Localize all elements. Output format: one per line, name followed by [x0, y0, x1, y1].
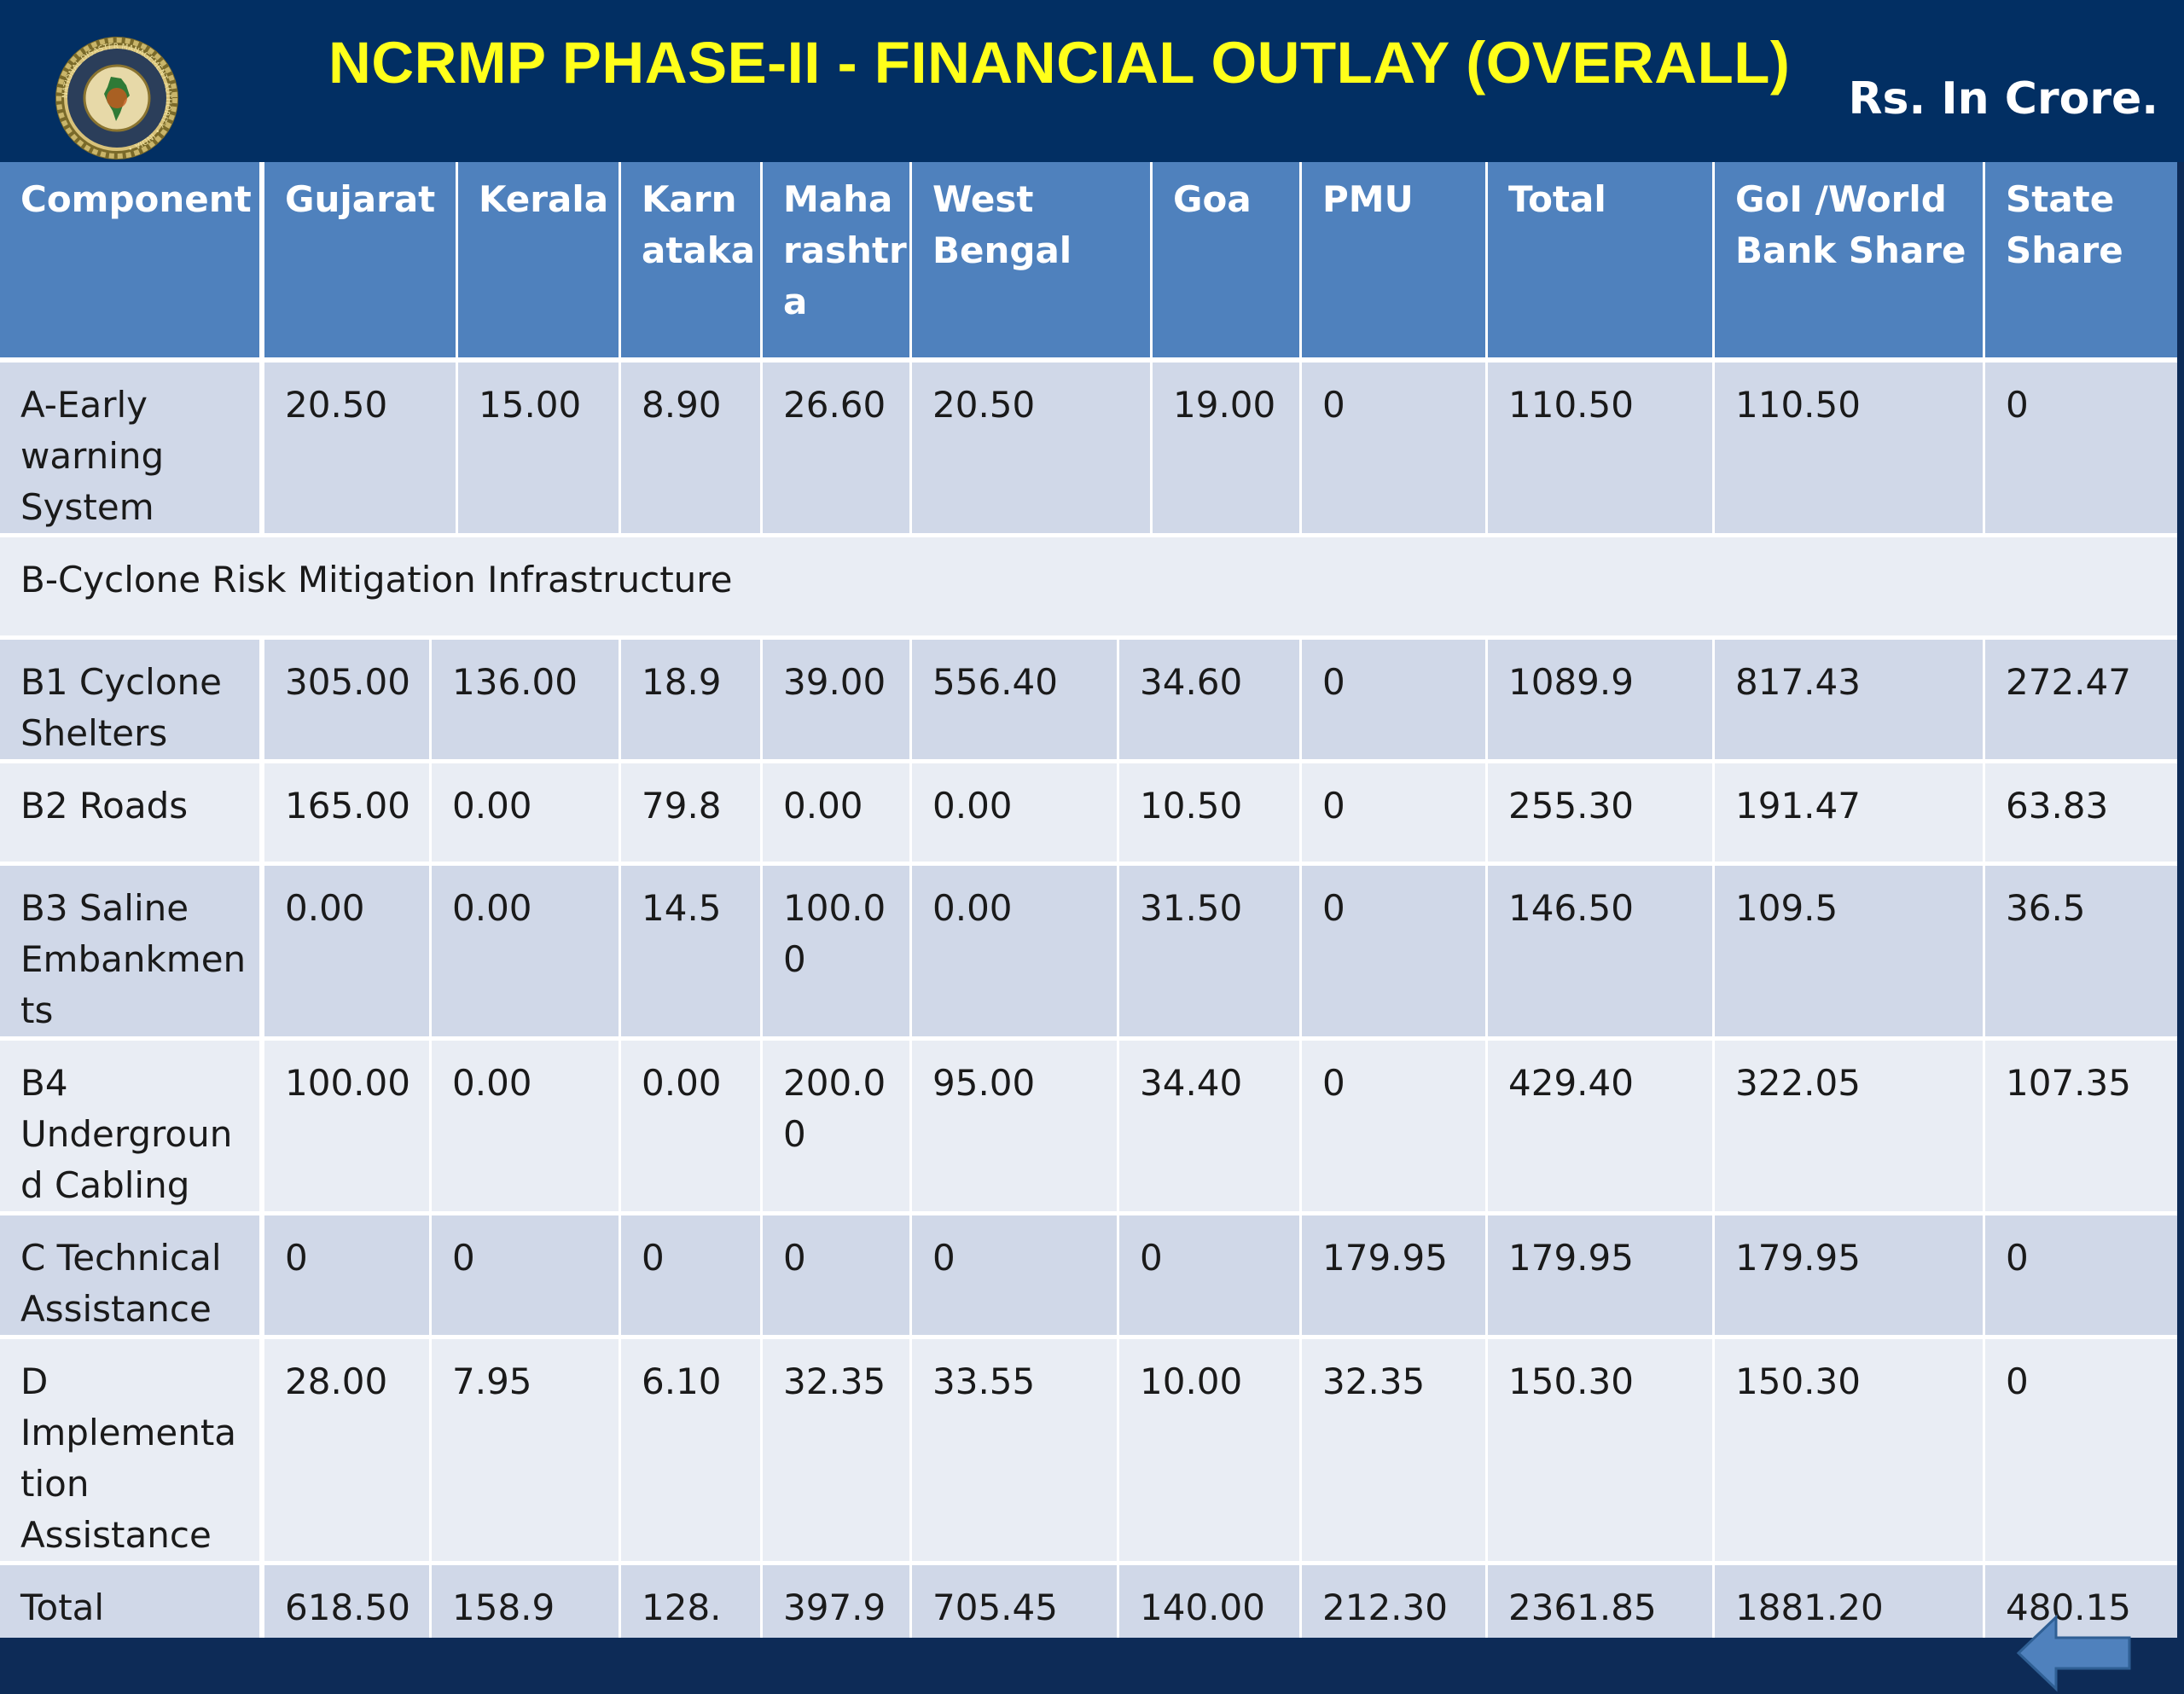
table-cell: B-Cyclone Risk Mitigation Infrastructure [0, 537, 2177, 635]
table-cell: 0 [1119, 1215, 1299, 1335]
table-cell: 20.50 [912, 363, 1150, 533]
column-header: Maha rashtr a [763, 162, 909, 357]
table-cell: C Technical Assistance [0, 1215, 259, 1335]
table-cell: 0 [1302, 763, 1485, 862]
table-cell: 18.9 [621, 640, 760, 759]
table-cell: 0 [1302, 640, 1485, 759]
table-cell: 0 [264, 1215, 429, 1335]
table-cell: 1089.9 [1488, 640, 1712, 759]
column-header: GoI /World Bank Share [1715, 162, 1983, 357]
table-cell: 0.00 [763, 763, 909, 862]
table-row [0, 640, 2177, 759]
table-cell: 179.95 [1302, 1215, 1485, 1335]
column-header: Gujarat [264, 162, 456, 357]
table-cell: 179.95 [1488, 1215, 1712, 1335]
table-cell: B4 Undergroun d Cabling [0, 1041, 259, 1211]
table-cell: 0.00 [432, 866, 619, 1036]
table-cell: 146.50 [1488, 866, 1712, 1036]
table-cell: 0.00 [432, 1041, 619, 1211]
table-cell: 140.00 [1119, 1565, 1299, 1638]
table-cell: 618.50 [264, 1565, 429, 1638]
table-cell: 2361.85 [1488, 1565, 1712, 1638]
table-cell: 8.90 [621, 363, 760, 533]
table-cell: 6.10 [621, 1339, 760, 1561]
table-cell: 0.00 [912, 866, 1117, 1036]
table-cell: 109.5 [1715, 866, 1983, 1036]
table-cell: 39.00 [763, 640, 909, 759]
page-title: NCRMP PHASE-II - FINANCIAL OUTLAY (OVERALL) [328, 30, 1791, 96]
table-row [0, 363, 2177, 533]
table-row [0, 1339, 2177, 1561]
table-cell: 0 [621, 1215, 760, 1335]
table-cell: 705.45 [912, 1565, 1117, 1638]
financial-outlay-table [0, 162, 2177, 1638]
table-cell: 0 [432, 1215, 619, 1335]
table-row [0, 1215, 2177, 1335]
table-row [0, 537, 2177, 635]
table-cell: 110.50 [1715, 363, 1983, 533]
table-cell: 150.30 [1488, 1339, 1712, 1561]
unit-label: Rs. In Crore. [1848, 73, 2158, 125]
table-cell: 158.9 [432, 1565, 619, 1638]
table-cell: 1881.20 [1715, 1565, 1983, 1638]
table-cell: B1 Cyclone Shelters [0, 640, 259, 759]
table-cell: 110.50 [1488, 363, 1712, 533]
table-cell: 19.00 [1153, 363, 1299, 533]
table-cell: 397.9 [763, 1565, 909, 1638]
table-cell: 10.50 [1119, 763, 1299, 862]
slide-header [0, 0, 2184, 162]
table-cell: 0.00 [264, 866, 429, 1036]
table-cell: 150.30 [1715, 1339, 1983, 1561]
table-cell: 817.43 [1715, 640, 1983, 759]
column-header: Goa [1153, 162, 1299, 357]
table-cell: 20.50 [264, 363, 456, 533]
column-header: Kerala [458, 162, 619, 357]
table-cell: 191.47 [1715, 763, 1983, 862]
table-cell: 100.00 [264, 1041, 429, 1211]
table-cell: 0 [1985, 1339, 2177, 1561]
table-cell: 0 [912, 1215, 1117, 1335]
table-cell: 556.40 [912, 640, 1117, 759]
table-cell: 0 [1985, 1215, 2177, 1335]
column-header: West Bengal [912, 162, 1150, 357]
ndma-emblem-icon [36, 34, 198, 162]
table-cell: 10.00 [1119, 1339, 1299, 1561]
table-cell: 31.50 [1119, 866, 1299, 1036]
table-row [0, 866, 2177, 1036]
table-cell: 128. [621, 1565, 760, 1638]
table-cell: 165.00 [264, 763, 429, 862]
table-cell: 15.00 [458, 363, 619, 533]
column-header: PMU [1302, 162, 1485, 357]
table-cell: 107.35 [1985, 1041, 2177, 1211]
table-cell: 32.35 [1302, 1339, 1485, 1561]
column-header: Karn ataka [621, 162, 760, 357]
column-header: Total [1488, 162, 1712, 357]
left-arrow-icon[interactable] [2015, 1612, 2135, 1694]
table-cell: 0.00 [432, 763, 619, 862]
table-cell: 33.55 [912, 1339, 1117, 1561]
table-cell: 305.00 [264, 640, 429, 759]
table-row [0, 763, 2177, 862]
table-cell: 34.40 [1119, 1041, 1299, 1211]
column-header: State Share [1985, 162, 2177, 357]
table-cell: 0.00 [912, 763, 1117, 862]
table-cell: 34.60 [1119, 640, 1299, 759]
table-cell: 255.30 [1488, 763, 1712, 862]
table-header-row [0, 162, 2177, 357]
table-cell: 63.83 [1985, 763, 2177, 862]
table-cell: 179.95 [1715, 1215, 1983, 1335]
table-row [0, 1565, 2177, 1638]
svg-text:NATIONAL DISASTER MANAGEMENT A: NATIONAL DISASTER MANAGEMENT AUTHORITY • INDIA • [61, 42, 173, 153]
table-cell: 0 [763, 1215, 909, 1335]
table-cell: 429.40 [1488, 1041, 1712, 1211]
table-cell: 0 [1985, 363, 2177, 533]
table-cell: 79.8 [621, 763, 760, 862]
table-cell: 100.0 0 [763, 866, 909, 1036]
table-cell: 0 [1302, 1041, 1485, 1211]
table-cell: 32.35 [763, 1339, 909, 1561]
table-cell: Total [0, 1565, 259, 1638]
table-cell: 26.60 [763, 363, 909, 533]
table-cell: B2 Roads [0, 763, 259, 862]
table-row [0, 1041, 2177, 1211]
table-cell: 0.00 [621, 1041, 760, 1211]
column-header: Component [0, 162, 259, 357]
table-cell: 322.05 [1715, 1041, 1983, 1211]
table-cell: 272.47 [1985, 640, 2177, 759]
table-cell: 212.30 [1302, 1565, 1485, 1638]
table-cell: D Implementa tion Assistance [0, 1339, 259, 1561]
table-cell: 136.00 [432, 640, 619, 759]
table-cell: 14.5 [621, 866, 760, 1036]
table-cell: 480.15 [1985, 1565, 2177, 1638]
table-cell: 0 [1302, 363, 1485, 533]
table-cell: 7.95 [432, 1339, 619, 1561]
table-cell: 95.00 [912, 1041, 1117, 1211]
table-cell: 200.0 0 [763, 1041, 909, 1211]
table-cell: B3 Saline Embankmen ts [0, 866, 259, 1036]
table-cell: A-Early warning System [0, 363, 259, 533]
table-cell: 28.00 [264, 1339, 429, 1561]
table-cell: 36.5 [1985, 866, 2177, 1036]
table-cell: 0 [1302, 866, 1485, 1036]
